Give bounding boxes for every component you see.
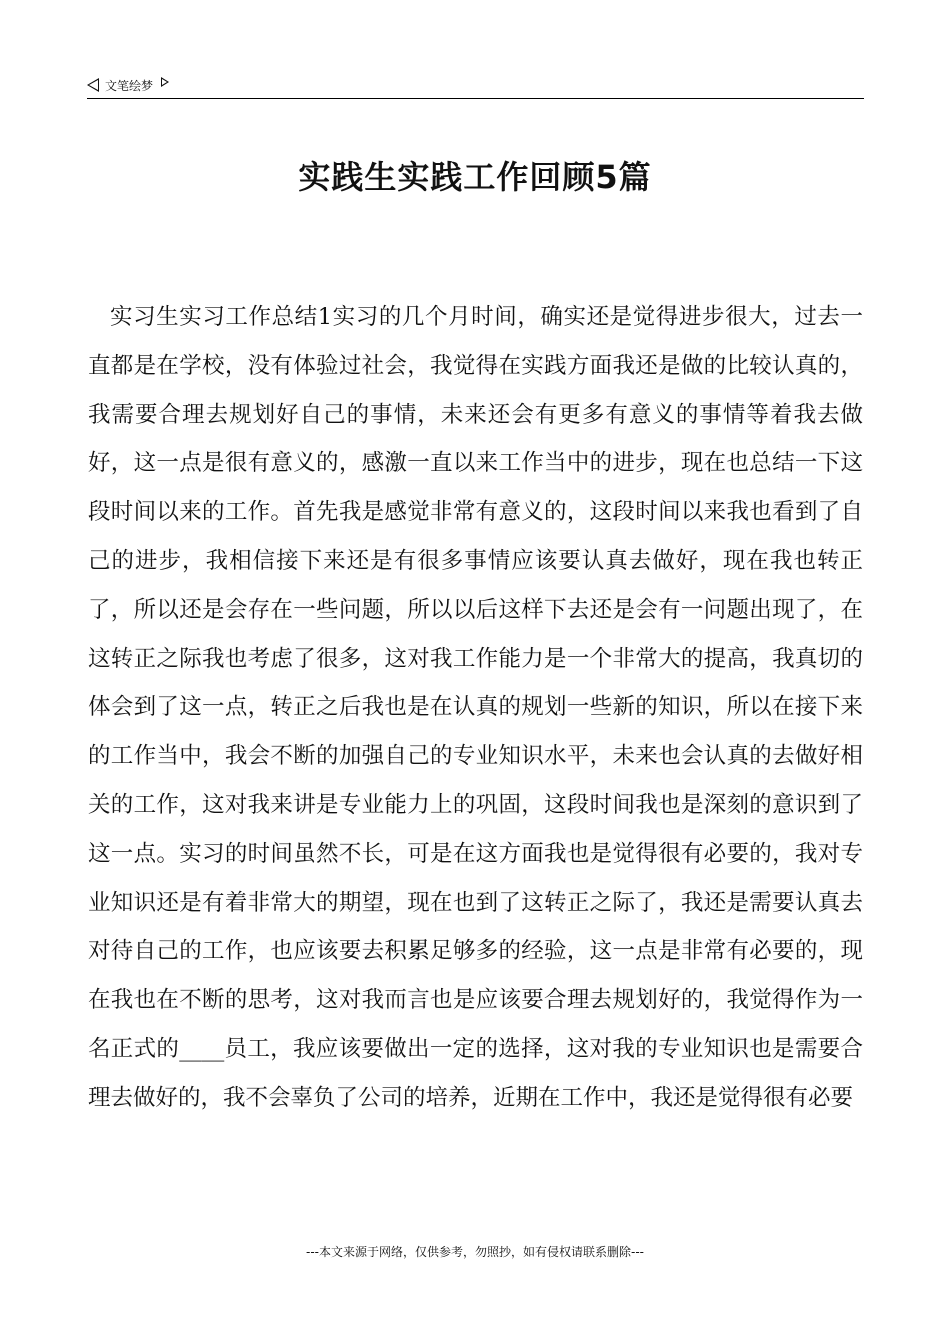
footer-notice: ---本文来源于网络，仅供参考，勿照抄，如有侵权请联系删除--- xyxy=(306,1245,644,1259)
triangle-left-outline-icon xyxy=(87,78,99,92)
page-header xyxy=(87,74,864,99)
document-title: 实践生实践工作回顾5篇 xyxy=(298,158,652,196)
document-body: 实习生实习工作总结1实习的几个月时间，确实还是觉得进步很大，过去一直都是在学校，没有体验过社会，我觉得在实践方面我还是做的比较认真的，我需要合理去规划好自己的事情，未来还会有更多有意义的事情等着我去做好，这一点是很有意义的，感激一直以来工作当中的进步，现在也总结一下这段时间以来的工作。首先我是感觉非常有意义的，这段时间以来我也看到了自己的进步，我相信接下来还是有很多事情应该要认真去做好，现在我也转正了，所以还是会存在一些问题，所以以后这样下去还是会有一问题出现了，在这转正之际我也考虑了很多，这对我工作能力是一个非常大的提高，我真切的体会到了这一点，转正之后我也是在认真的规划一些新的知识，所以在接下来的工作当中，我会不断的加强自己的专业知识水平，未来也会认真的去做好相关的工作，这对我来讲是专业能力上的巩固，这段时间我也是深刻的意识到了这一点。实习的时间虽然不长，可是在这方面我也是觉得很有必要的，我对专业知识还是有着非常大的期望，现在也到了这转正之际了，我还是需要认真去对待自己的工作，也应该要去积累足够多的经验，这一点是非常有必要的，现在我也在不断的思考，这对我而言也是应该要合理去规划好的，我觉得作为一名正式的____员工，我应该要做出一定的选择，这对我的专业知识也是需要合理去做好的，我不会辜负了公司的培养，近期在工作中，我还是觉得很有必要 xyxy=(88,304,863,1111)
header-brand xyxy=(87,74,169,96)
triangle-right-outline-icon xyxy=(161,77,169,87)
brand-name: 文笔绘梦 xyxy=(105,78,154,93)
